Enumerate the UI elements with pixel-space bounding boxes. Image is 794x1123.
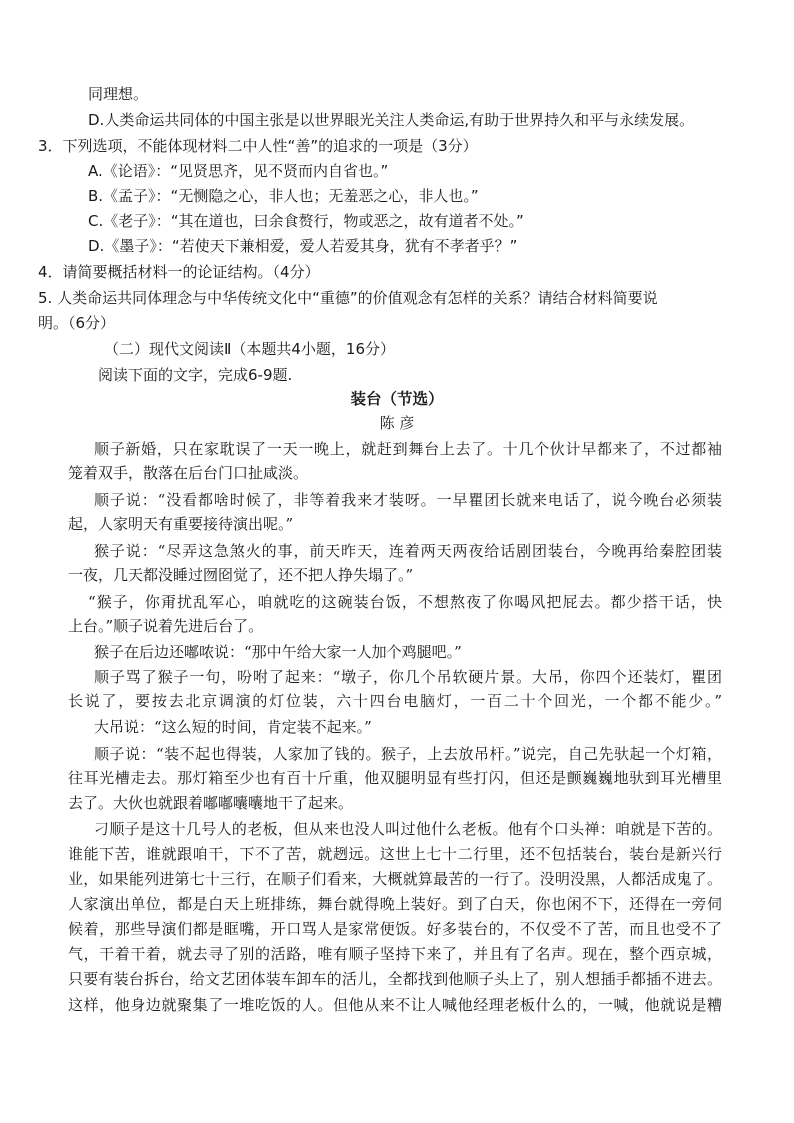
article-title: 装台（节选） — [350, 389, 444, 408]
article-line: 顺子说：“装不起也得装，人家加了钱的。猴子，上去放吊杆。”说完，自己先驮起一个灯箱， — [94, 745, 722, 763]
article-line: 长说了，要按去北京调演的灯位装，六十四台电脑灯，一百二十个回光，一个都不能少。” — [68, 692, 722, 710]
article-line: 往耳光槽走去。那灯箱至少也有百十斤重，他双腿明显有些打闪，但还是颤巍巍地驮到耳光槽里 — [68, 769, 722, 787]
q3-option-d: D.《墨子》：“若使天下兼相爱，爱人若爱其身，犹有不孝者乎？” — [88, 237, 518, 255]
section-instruction: 阅读下面的文字，完成6-9题. — [98, 366, 293, 384]
article-line: 气，干着干着，就去寻了别的活路，唯有顺子坚持下来了，并且有了名声。现在，整个西京城， — [68, 945, 722, 963]
article-line: 只要有装台拆台，给文艺团体装车卸车的活儿，全都找到他顺子头上了，别人想插手都插不进去。 — [68, 970, 722, 988]
article-line: 刁顺子是这十几号人的老板，但从来也没人叫过他什么老板。他有个口头禅：咱就是下苦的。 — [94, 820, 722, 838]
article-line: 上台。”顺子说着先进后台了。 — [68, 617, 264, 635]
article-line: 笼着双手，散落在后台门口扯咸淡。 — [68, 464, 309, 482]
article-line: 顺子新婚，只在家耽误了一天一晚上，就赶到舞台上去了。十几个伙计早都来了，不过都袖 — [94, 440, 722, 458]
article-line: 人家演出单位，都是白天上班排练，舞台就得晚上装好。到了白天，你也闲不下，还得在一旁伺 — [68, 895, 722, 913]
q4-stem: 4．请简要概括材料一的论证结构。（4分） — [38, 263, 320, 281]
article-line: 业，如果能列进第七十三行，在顺子们看来，大概就算最苦的一行了。没明没黑，人都活成鬼了。 — [68, 870, 722, 888]
article-line: 大吊说：“这么短的时间，肯定装不起来。” — [94, 718, 372, 736]
q3-option-c: C.《老子》：“其在道也，曰余食赘行，物或恶之，故有道者不处。” — [88, 212, 524, 230]
q3-option-b: B.《孟子》：“无恻隐之心，非人也；无羞恶之心，非人也。” — [88, 187, 479, 205]
article-line: 谁能下苦，谁就跟咱干，下不了苦，就趔远。这世上七十二行里，还不包括装台，装台是新兴行 — [68, 845, 722, 863]
material-tail-text: 同理想。 — [88, 85, 149, 103]
article-line: 候着，那些导演们都是眶嘴，开口骂人是家常便饭。好多装台的，不仅受不了苦，而且也受不了 — [68, 920, 722, 938]
article-line: 起，人家明天有重要接待演出呢。” — [68, 515, 294, 533]
q5-stem-line1: 5. 人类命运共同体理念与中华传统文化中“重德”的价值观念有怎样的关系？请结合材料简要说 — [38, 289, 658, 307]
article-line: 去了。大伙也就跟着嘟嘟囔囔地干了起来。 — [68, 794, 354, 812]
q3-option-a: A.《论语》：“见贤思齐，见不贤而内自省也。” — [88, 162, 389, 180]
q5-stem-line2: 明。（6分） — [38, 314, 116, 332]
article-line: 顺子骂了猴子一句，吩咐了起来：“墩子，你几个吊软硬片景。大吊，你四个还装灯，瞿团 — [94, 668, 722, 686]
section-heading: （二）现代文阅读Ⅱ（本题共4小题，16分） — [104, 340, 396, 358]
article-line: “猴子，你甭扰乱军心，咱就吃的这碗装台饭，不想熬夜了你喝风把屁去。都少搭干话，快 — [88, 593, 722, 611]
article-line: 顺子说：“没看都啥时候了，非等着我来才装呀。一早瞿团长就来电话了，说今晚台必须装 — [94, 491, 722, 509]
article-line: 一夜，几天都没睡过囫囵觉了，还不把人挣失塌了。” — [68, 566, 414, 584]
article-author: 陈 彦 — [379, 414, 415, 432]
q2-option-d: D.人类命运共同体的中国主张是以世界眼光关注人类命运,有助于世界持久和平与永续发展。 — [88, 111, 695, 129]
article-line: 猴子在后边还嘟哝说：“那中午给大家一人加个鸡腿吧。” — [94, 643, 462, 661]
article-line: 这样，他身边就聚集了一堆吃饭的人。但他从来不让人喊他经理老板什么的，一喊，他就说是糟 — [68, 996, 722, 1014]
article-line: 猴子说：“尽弄这急煞火的事，前天昨天，连着两天两夜给话剧团装台，今晚再给秦腔团装 — [94, 542, 722, 560]
q3-stem: 3．下列选项，不能体现材料二中人性“善”的追求的一项是（3分） — [38, 137, 478, 155]
